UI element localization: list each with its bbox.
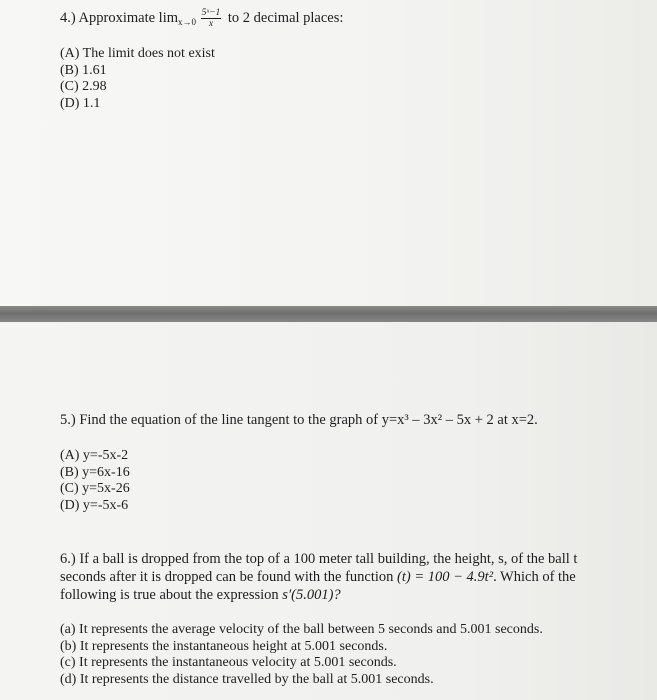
q6-derivative-expression: s′(5.001)? — [282, 587, 341, 603]
q4-limit-sub: x→0 — [178, 16, 197, 27]
question-5-prompt: 5.) Find the equation of the line tangent to the graph of y=x³ – 3x² – 5x + 2 at x=2. — [60, 412, 538, 428]
q4-option-a[interactable]: (A) The limit does not exist — [60, 46, 215, 61]
q5-option-d[interactable]: (D) y=-5x-6 — [60, 497, 129, 513]
q6-option-c[interactable]: (c) It represents the instantaneous velocity at 5.001 seconds. — [60, 655, 397, 671]
q5-option-c[interactable]: (C) y=5x-26 — [60, 481, 130, 497]
q4-prefix: Approximate lim — [78, 9, 179, 26]
q5-option-a[interactable]: (A) y=-5x-2 — [60, 448, 129, 463]
page-divider — [0, 306, 657, 322]
question-4-options — [60, 46, 215, 112]
q6-option-d[interactable]: (d) It represents the distance travelled by the ball at 5.001 seconds. — [60, 671, 434, 687]
q6-line-3 — [60, 586, 577, 604]
q4-frac-denominator: x — [208, 19, 214, 29]
q6-line-1: 6.) If a ball is dropped from the top of a 100 meter tall building, the height, s, of the ball t — [60, 551, 578, 567]
q6-option-a[interactable]: (a) It represents the average velocity of the ball between 5 seconds and 5.001 seconds. — [60, 622, 543, 637]
q5-option-b[interactable]: (B) y=6x-16 — [60, 464, 130, 480]
q6-line-2-text: seconds after it is dropped can be found with the function — [60, 569, 394, 585]
q6-height-function: (t) = 100 − 4.9t² — [397, 569, 494, 585]
q4-fraction — [201, 8, 222, 29]
q4-frac-numerator: 5ˣ−1 — [201, 8, 221, 18]
q4-option-b[interactable]: (B) 1.61 — [60, 62, 107, 78]
q4-option-c[interactable]: (C) 2.98 — [60, 79, 107, 95]
q4-option-d[interactable]: (D) 1.1 — [60, 95, 101, 111]
question-5-options — [60, 448, 130, 514]
question-6-options — [60, 622, 543, 688]
question-4-prompt — [60, 8, 343, 31]
q4-number: 4.) — [60, 9, 76, 26]
q6-line-3-text: following is true about the expression — [60, 587, 279, 603]
q6-option-b[interactable]: (b) It represents the instantaneous height at 5.001 seconds. — [60, 638, 388, 654]
q4-suffix: to 2 decimal places: — [227, 9, 344, 26]
question-6-prompt — [60, 550, 577, 604]
q6-line-2 — [60, 568, 577, 586]
q6-line-2-tail: . Which of the — [493, 569, 576, 585]
